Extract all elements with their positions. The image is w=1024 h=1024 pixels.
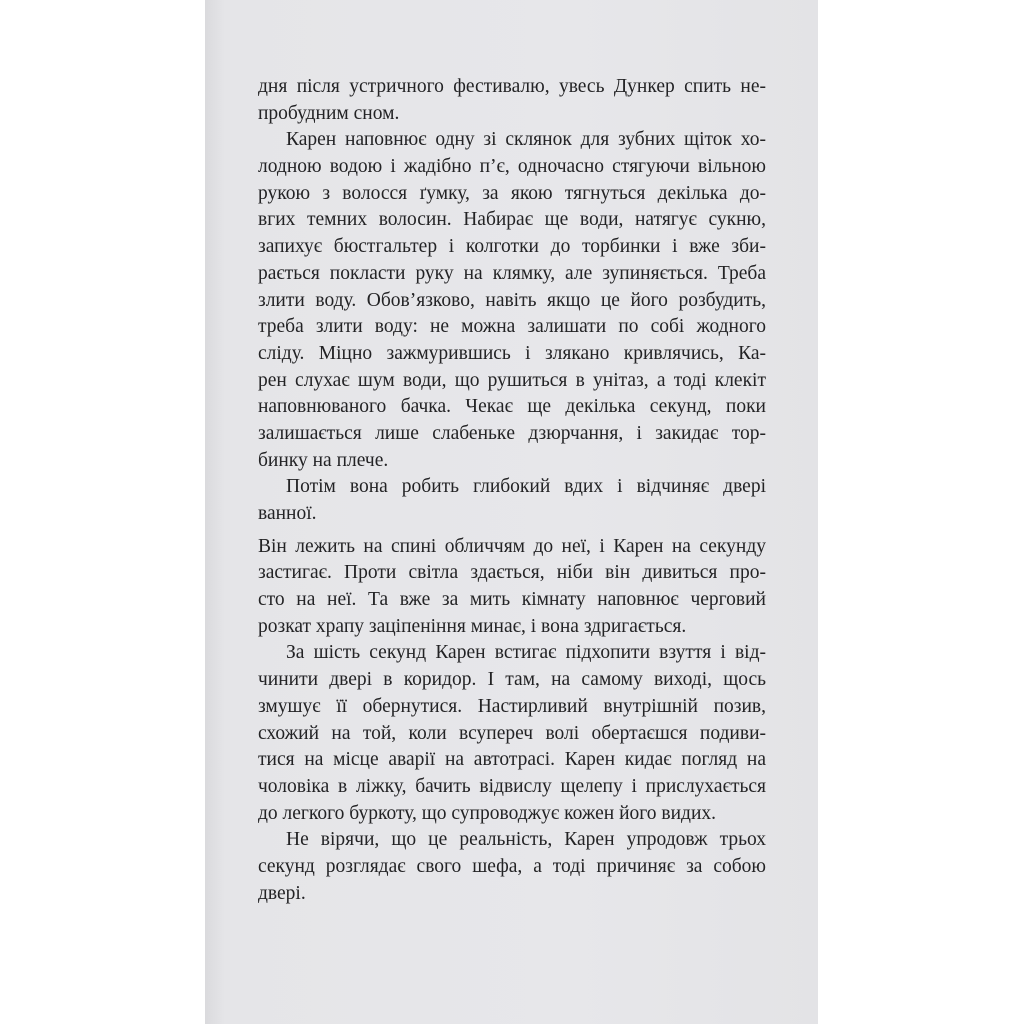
text-line: чоловіка в ліжку, бачить відвислу щелепу і прислухається <box>258 775 766 797</box>
text-line: пробудним сном. <box>258 102 400 124</box>
text-line: до легкого буркоту, що супроводжує кожен його видих. <box>258 802 717 824</box>
text-line: вгих темних волосин. Набирає ще води, натягує сукню, <box>258 209 766 231</box>
text-line: лодною водою і жадібно п’є, одночасно стягуючи вільною <box>258 156 766 178</box>
text-line: рукою з волосся ґумку, за якою тягнуться декілька до- <box>258 182 766 204</box>
text-line: Потім вона робить глибокий вдих і відчиняє двері <box>286 476 766 498</box>
text-line: Карен наповнює одну зі склянок для зубних щіток хо- <box>286 129 766 151</box>
text-line: треба злити воду: не можна залишати по собі жодного <box>258 316 766 338</box>
text-line: Не вірячи, що це реальність, Карен упродовж трьох <box>286 829 766 851</box>
text-line: секунд розглядає свого шефа, а тоді причиняє за собою <box>258 855 766 877</box>
text-line: застигає. Проти світла здається, ніби він дивиться про- <box>258 562 766 584</box>
text-line: схожий на той, коли всупереч волі обертаєшся подиви- <box>258 722 766 744</box>
page-text <box>258 74 766 907</box>
text-line: Він лежить на спині обличчям до неї, і Карен на секунду <box>258 535 766 557</box>
text-line: злити воду. Обов’язково, навіть якщо це його розбудить, <box>258 289 766 311</box>
text-line: рається покласти руку на клямку, але зупиняється. Треба <box>258 262 766 284</box>
text-line: За шість секунд Карен встигає підхопити взуття і від- <box>286 642 766 664</box>
text-line: тися на місце аварії на автотрасі. Карен кидає погляд на <box>258 749 766 771</box>
text-line: ванної. <box>258 503 317 524</box>
text-line: рен слухає шум води, що рушиться в унітаз, а тоді клекіт <box>258 369 766 391</box>
text-line: запихує бюстгальтер і колготки до торбинки і вже зби- <box>258 236 766 258</box>
text-line: змушує її обернутися. Настирливий внутрішній позив, <box>258 695 766 717</box>
text-line: чинити двері в коридор. І там, на самому виході, щось <box>258 669 766 691</box>
text-line: сто на неї. Та вже за мить кімнату наповнює черговий <box>258 589 766 611</box>
text-line: бинку на плече. <box>258 449 389 471</box>
text-line: сліду. Міцно зажмурившись і злякано кривлячись, Ка- <box>258 342 766 364</box>
text-line: розкат храпу заціпеніння минає, і вона здригається. <box>258 615 687 637</box>
text-line: наповнюваного бачка. Чекає ще декілька секунд, поки <box>258 396 766 418</box>
text-line: залишається лише слабенькe дзюрчання, і закидає тор- <box>258 422 766 444</box>
text-line: дня після устричного фестивалю, увесь Дункер спить не- <box>258 76 766 97</box>
text-line: двері. <box>258 882 306 904</box>
